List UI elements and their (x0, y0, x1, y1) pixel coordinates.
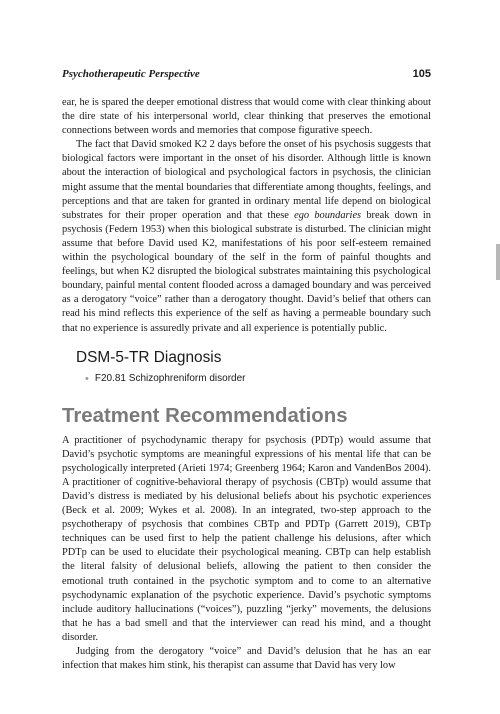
paragraph-text: The fact that David smoked K2 2 days before the onset of his psychosis suggests that biological factors were important in the onset of his disorder. Although little is known about the interaction of biological and psychological factors in psychosis, the clinician might assume that the mental boundaries that differentiate among thoughts, feelings, and perceptions and that are taken for granted in ordinary mental life depend on biological substrates for their proper operation and that these (62, 139, 431, 221)
section-heading: Treatment Recommendations (62, 404, 348, 427)
running-header (62, 68, 431, 80)
bullet-icon: • (85, 372, 89, 385)
running-title: Psychotherapeutic Perspective (62, 68, 200, 80)
diagnosis-heading: DSM-5-TR Diagnosis (76, 348, 222, 366)
page-edge-mark (496, 244, 500, 280)
paragraph-treatment: A practitioner of psychodynamic therapy for psychosis (PDTp) would assume that David’s psychotic symptoms are meaningful expressions of his mental life that can be psychologically interpreted (Arieti 1974; Greenberg 1964; Karon and VandenBos 2004). A practitioner of cognitive-behavioral therapy of psychosis (CBTp) would assume that David’s distress is mediated by his delusional beliefs about his psychotic experiences (Beck et al. 2009; Wykes et al. 2008). In an integrated, two-step approach to the psychotherapy of psychosis that combines CBTp and PDTp (Garrett 2019), CBTp techniques can be used first to help the patient challenge his delusions, after which PDTp can be used to elucidate their psychological meaning. CBTp can help establish the literal falsity of delusional beliefs, allowing the patient to then consider the emotional truth contained in the psychotic symptom and to come to an alternative psychodynamic explanation of the psychotic experience. David’s psychotic symptoms include auditory hallucinations (“voices”), puzzling “jerky” movements, the delusions that he has a bad smell and that the interviewer can read his mind, and a thought disorder. (62, 434, 431, 643)
paragraph-continued: ear, he is spared the deeper emotional distress that would come with clear thinking about the dire state of his interpersonal world, clear thinking that preserves the emotional connections between words and memories that compose figurative speech. (62, 97, 431, 137)
italic-term: ego boundaries (294, 209, 362, 221)
page-body (62, 96, 431, 673)
paragraph-k2-onset (62, 138, 431, 335)
diagnosis-item: F20.81 Schizophreniform disorder (94, 373, 246, 385)
paragraph-judging: Judging from the derogatory “voice” and David’s delusion that he has an ear infection that makes him stink, his therapist can assume that David has very low (62, 646, 431, 672)
paragraph-text: break down in psychosis (Federn 1953) when this biological substrate is disturbed. The clinician might assume that before David used K2, manifestations of his poor self-esteem remained within the psychological boundary of the self in the form of painful thoughts and feelings, but when K2 disrupted the biological substrates maintaining this psychological boundary, painful mental content flooded across a damaged boundary and was perceived as a derogatory “voice” rather than a derogatory thought. David’s belief that others can read his mind reflects this experience of the self as having a permeable boundary such that no experience is assuredly private and all experience is potentially public. (62, 209, 431, 334)
list-item (85, 373, 431, 385)
page-number: 105 (412, 68, 431, 80)
diagnosis-list (76, 373, 431, 385)
